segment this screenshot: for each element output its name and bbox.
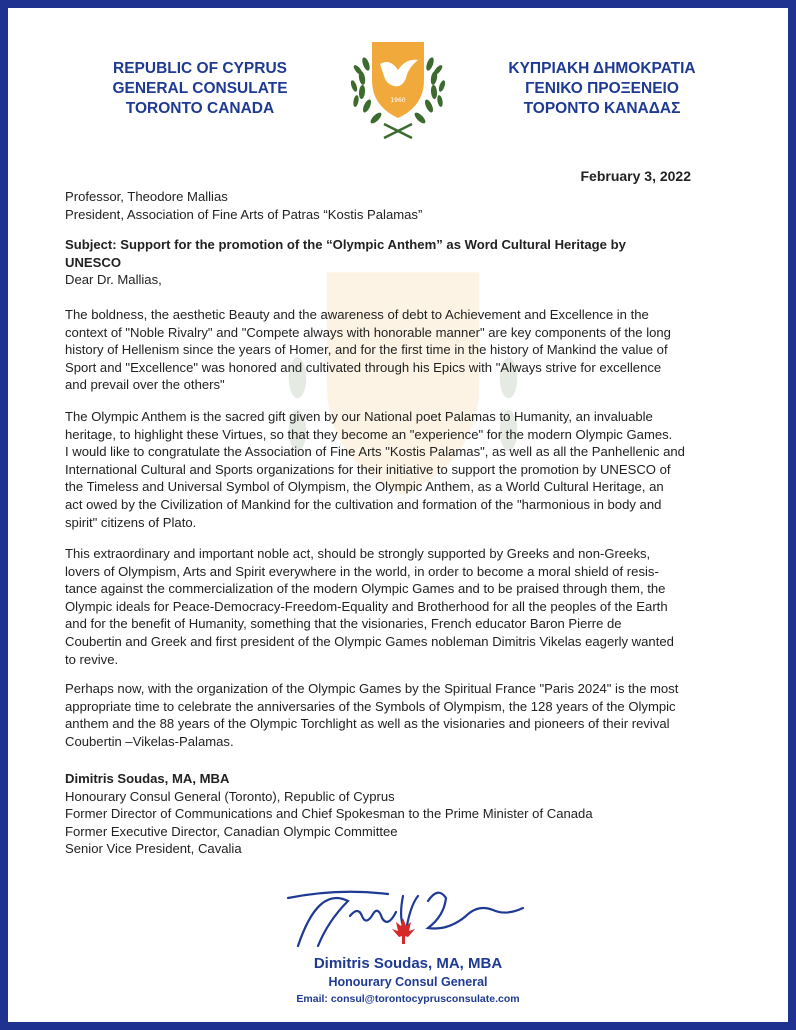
paragraph-line: The Olympic Anthem is the sacred gift given by our National poet Palamas to Humanity, an invaluable	[65, 409, 653, 424]
signer-title-line: Former Director of Communications and Chief Spokesman to the Prime Minister of Canada	[65, 806, 593, 822]
header-right-line: ΓΕΝΙΚΟ ΠΡΟΞΕΝΕΙΟ	[525, 80, 679, 97]
paragraph-line: anthem and the 88 years of the Olympic Torchlight as well as the visionaries and pioneers of their revival	[65, 716, 670, 732]
subject-line: UNESCO	[65, 254, 122, 270]
stamp-email: Email: consul@torontocyprusconsulate.com	[296, 993, 520, 1005]
paragraph-line: This extraordinary and important noble act, should be strongly supported by Greeks and non-Greeks,	[65, 546, 651, 561]
signer-title-line: Former Executive Director, Canadian Olympic Committee	[65, 823, 398, 839]
paragraph-line: and for the benefit of Humanity, something that the visionaries, French educator Baron Pierre de	[65, 616, 622, 632]
paragraph-line: International Cultural and Sports organizations for their initiative to support the promotion by UNESCO of	[65, 461, 671, 477]
paragraph-line: The boldness, the aesthetic Beauty and the awareness of debt to Achievement and Excellence in the	[65, 307, 649, 322]
stamp-title: Honourary Consul General	[328, 975, 488, 989]
letter-date: February 3, 2022	[580, 168, 691, 184]
paragraph-line: lovers of Olympism, Arts and Spirit everywhere in the world, in order to become a moral shield of resis-	[65, 563, 659, 579]
header-right-line: ΤΟΡΟΝΤΟ ΚΑΝΑΔΑΣ	[523, 100, 681, 117]
paragraph-line: to revive.	[65, 651, 119, 667]
paragraph-line: spirit" citizens of Plato.	[65, 514, 197, 530]
paragraph-line: and prevail over the others"	[65, 377, 225, 393]
paragraph-line: tance against the commercialization of the modern Olympic Games and to be praised through them, the	[65, 581, 666, 597]
paragraph-line: the Timeless and Universal Symbol of Olympism, the Olympic Anthem, as a World Cultural Heritage, an	[65, 479, 664, 495]
subject-line: Subject: Support for the promotion of the “Olympic Anthem” as Word Cultural Heritage by	[65, 237, 626, 252]
recipient-line: Professor, Theodore Mallias	[65, 189, 228, 204]
paragraph-line: I would like to congratulate the Association of Fine Arts "Kostis Palamas", as well as all the Panhellenic and	[65, 444, 685, 460]
paragraph-line: context of "Noble Rivalry" and "Compete always with honorable manner" are key components of the long	[65, 324, 671, 340]
svg-text:1960: 1960	[390, 97, 406, 104]
header-left-line: REPUBLIC OF CYPRUS	[113, 60, 287, 77]
paragraph-line: history of Hellenism since the years of Homer, and for the first time in the history of Mankind the value of	[65, 342, 668, 358]
greeting: Dear Dr. Mallias,	[65, 272, 162, 287]
header-right-line: ΚΥΠΡΙΑΚΗ ΔΗΜΟΚΡΑΤΙΑ	[508, 60, 696, 77]
paragraph-line: Coubertin –Vikelas-Palamas.	[65, 733, 234, 749]
paragraph-line: Perhaps now, with the organization of the Olympic Games by the Spiritual France "Paris 2024" is the most	[65, 681, 679, 696]
header-left-line: GENERAL CONSULATE	[112, 80, 288, 97]
signer-title-line: Senior Vice President, Cavalia	[65, 841, 242, 857]
signer-title-line: Honourary Consul General (Toronto), Republic of Cyprus	[65, 788, 395, 804]
paragraph-line: Olympic ideals for Peace-Democracy-Freedom-Equality and Brotherhood for all the peoples of the Earth	[65, 598, 668, 614]
stamp-name: Dimitris Soudas, MA, MBA	[313, 955, 503, 972]
paragraph-line: act owed by the Civilization of Mankind for the cultivation and formation of the "harmonious in body and	[65, 496, 662, 512]
paragraph-line: heritage, to highlight these Virtues, so that they become an "experience" for the modern Olympic Games.	[65, 426, 673, 442]
recipient-line: President, Association of Fine Arts of Patras “Kostis Palamas”	[65, 206, 423, 222]
signature-stamp-block	[198, 8, 618, 1030]
paragraph-line: Coubertin and Greek and first president of the Olympic Games nobleman Dimitris Vikelas eagerly wanted	[65, 633, 674, 649]
header-left-line: TORONTO CANADA	[125, 100, 275, 117]
signer-name: Dimitris Soudas, MA, MBA	[65, 771, 230, 786]
paragraph-line: appropriate time to celebrate the anniversaries of the Symbols of Olympism, the 128 years of the Olympic	[65, 698, 676, 714]
paragraph-line: Sport and "Excellence" was honored and cultivated through his Epics with "Always strive for excellence	[65, 359, 662, 375]
